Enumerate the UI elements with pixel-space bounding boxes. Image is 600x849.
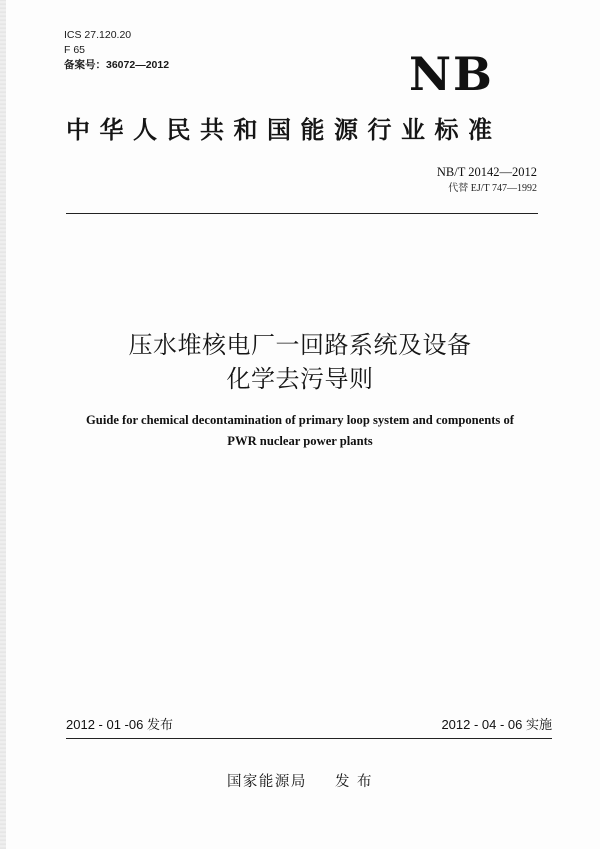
scan-edge — [0, 0, 6, 849]
footer-divider — [66, 738, 552, 739]
issuer-action: 发 布 — [334, 774, 374, 790]
implementation-date: 2012 - 04 - 06 实施 — [441, 717, 552, 732]
header-divider — [66, 213, 538, 214]
title-en-line-1: Guide for chemical decontamination of primary loop system and components of — [86, 413, 514, 427]
ics-code: ICS 27.120.20 — [64, 29, 132, 41]
nb-logo: NB — [409, 47, 494, 101]
ccs-code: F 65 — [64, 44, 86, 56]
document-title-english — [40, 410, 560, 452]
issuer-name: 国家能源局 — [226, 774, 307, 790]
filing-number: 备案号：36072—2012 — [64, 59, 170, 71]
issue-date: 2012 - 01 -06 发布 — [66, 717, 173, 732]
replaces-standard: 代替 EJ/T 747—1992 — [448, 183, 537, 194]
title-cn-line-1: 压水堆核电厂一回路系统及设备 — [128, 331, 472, 359]
standard-number: NB/T 20142—2012 — [436, 165, 537, 179]
issuing-authority — [0, 772, 600, 792]
standard-type-heading: 中华人民共和国能源行业标准 — [66, 116, 502, 144]
document-title-chinese — [0, 328, 600, 396]
title-cn-line-2: 化学去污导则 — [226, 365, 374, 393]
title-en-line-2: PWR nuclear power plants — [227, 434, 373, 448]
classification-block — [64, 28, 169, 73]
